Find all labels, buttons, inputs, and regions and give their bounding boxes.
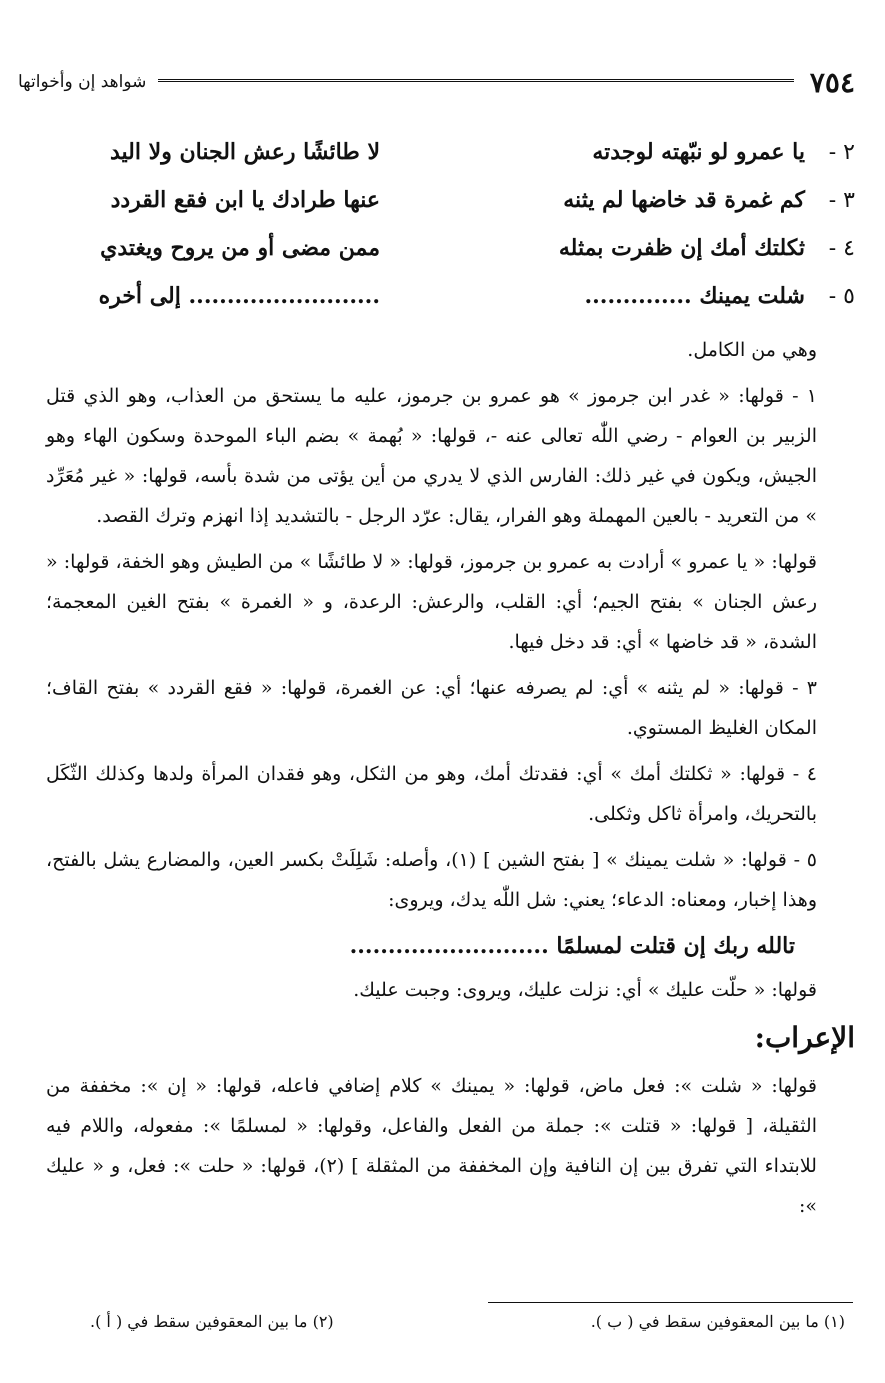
verse-second-hemistich: لا طائشًا رعش الجنان ولا اليد — [110, 139, 380, 165]
commentary-paragraph-6: قولها: « حلّت عليك » أي: نزلت عليك، ويروى: وجبت عليك. — [353, 979, 817, 1001]
verse-row — [50, 176, 855, 224]
commentary-paragraph-2: قولها: « يا عمرو » أرادت به عمرو بن جرموز، قولها: « لا طائشًا » من الطيش وهو الخفة، قولها: « رعش الجنان » بفتح الجيم؛ أي: القلب، والرعش: الرعدة، و « الغمرة » بفتح الغين المعجمة؛ الشدة، « قد خاضها » أي: قد دخل فيها. — [46, 551, 817, 653]
commentary-paragraph-1: ١ - قولها: « غدر ابن جرموز » هو عمرو بن جرموز، عليه ما يستحق من العذاب، وهو الذي قتل الزبير بن العوام - رضي اللّٰه تعالى عنه -، قولها: « بُهمة » بضم الباء الموحدة وسكون الهاء وهو الجيش، ويكون في غير ذلك: الفارس الذي لا يدري من أين يؤتى من شدة بأسه، قولها: « غير مُعَرِّد » من التعريد - بالعين المهملة وهو الفرار، يقال: عرّد الرجل - بالتشديد إذا انهزم وترك القصد. — [46, 385, 818, 527]
verse-second-hemistich: ممن مضى أو من يروح ويغتدي — [100, 235, 380, 261]
commentary-paragraph-3: ٣ - قولها: « لم يثنه » أي: لم يصرفه عنها؛ أي: عن الغمرة، قولها: « فقع القردد » بفتح القاف؛ المكان الغليظ المستوي. — [46, 677, 817, 739]
commentary-paragraph-5: ٥ - قولها: « شلت يمينك » [ بفتح الشين ] (١)، وأصله: شَلِلَتْ بكسر العين، والمضارع يشل بالفتح، وهذا إخبار، ومعناه: الدعاء؛ يعني: شل اللّٰه يدك، ويروى: — [46, 849, 817, 911]
page-header — [18, 60, 855, 104]
verse-first-hemistich: ٢ -يا عمرو لو نبّهته لوجدته — [592, 139, 855, 165]
irab-paragraph: قولها: « شلت »: فعل ماض، قولها: « يمينك » كلام إضافي فاعله، قولها: « إن »: مخففة من الثقيلة، [ قولها: « قتلت »: جملة من الفعل والفاعل، وقولها: « لمسلمًا »: مفعوله، واللام فيه للابتداء التي تفرق بين إن النافية وإن المخففة من المثقلة ] (٢)، قولها: « حلت »: فعل، و « عليك »: — [46, 1075, 817, 1217]
footnotes — [90, 1312, 845, 1331]
page-number: ٧٥٤ — [809, 65, 855, 99]
commentary-paragraph-4: ٤ - قولها: « ثكلتك أمك » أي: فقدتك أمك، وهو من الثكل، وهو فقدان المرأة ولدها وكذلك الثّكَل بالتحريك، وامرأة ثاكل وثكلى. — [46, 763, 817, 825]
poem-verses — [50, 128, 855, 320]
verse-second-hemistich: ......................... إلى أخره — [98, 283, 380, 309]
footnote-1: (١) ما بين المعقوفين سقط في ( ب ). — [590, 1312, 845, 1331]
verse-number: ٥ - — [828, 284, 855, 309]
verse-number: ٤ - — [828, 236, 855, 261]
quoted-verse: تالله ربك إن قتلت لمسلمًا .......................... — [349, 933, 795, 959]
section-title-irab: الإعراب: — [754, 1021, 855, 1054]
verse-number: ٣ - — [828, 188, 855, 213]
verse-second-hemistich: عنها طرادك يا ابن فقع القردد — [110, 187, 380, 213]
verse-first-hemistich: ٥ -شلت يمينك .............. — [584, 283, 855, 309]
verse-row — [50, 128, 855, 176]
meter-note: وهي من الكامل. — [687, 339, 817, 361]
verse-first-hemistich: ٤ -ثكلتك أمك إن ظفرت بمثله — [558, 235, 855, 261]
commentary-body — [46, 330, 855, 1232]
verse-first-hemistich: ٣ -كم غمرة قد خاضها لم يثنه — [563, 187, 855, 213]
footnote-divider — [488, 1302, 853, 1303]
header-rule — [158, 79, 794, 85]
verse-number: ٢ - — [828, 140, 855, 165]
footnote-2: (٢) ما بين المعقوفين سقط في ( أ ). — [90, 1312, 334, 1331]
running-title: شواهد إن وأخواتها — [18, 72, 147, 92]
verse-row — [50, 272, 855, 320]
verse-row — [50, 224, 855, 272]
